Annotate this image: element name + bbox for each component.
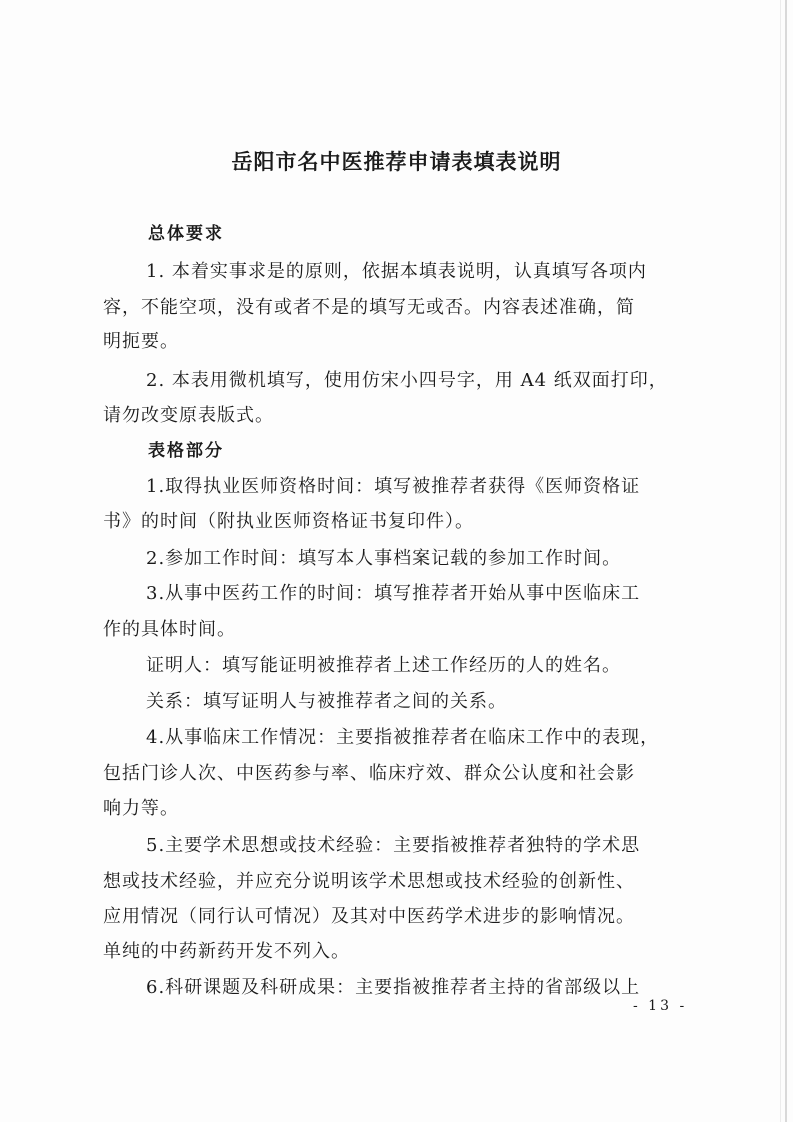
page-title: 岳阳市名中医推荐申请表填表说明 [231,149,562,174]
paragraph-line: 1. 本着实事求是的原则，依据本填表说明，认真填写各项内 [146,261,647,282]
paragraph-line: 作的具体时间。 [103,619,236,640]
paragraph-line: 1.取得执业医师资格时间：填写被推荐者获得《医师资格证 [146,476,641,497]
paragraph-line: 5.主要学术思想或技术经验：主要指被推荐者独特的学术思 [146,835,641,856]
paragraph-line: 包括门诊人次、中医药参与率、临床疗效、群众公认度和社会影 [103,763,635,784]
paragraph-line: 2.参加工作时间：填写本人事档案记载的参加工作时间。 [146,548,622,569]
paragraph-line: 书》的时间（附执业医师资格证书复印件）。 [103,511,474,532]
paragraph-line: 2. 本表用微机填写，使用仿宋小四号字，用 A4 纸双面打印， [146,370,668,391]
paragraph-line: 6.科研课题及科研成果：主要指被推荐者主持的省部级以上 [146,977,641,998]
section-heading-general: 总体要求 [148,224,224,244]
section-heading-form: 表格部分 [148,441,224,461]
paragraph-line: 应用情况（同行认可情况）及其对中医药学术进步的影响情况。 [103,906,635,927]
paragraph-line: 3.从事中医药工作的时间：填写推荐者开始从事中医临床工 [146,583,641,604]
paragraph-line: 明扼要。 [103,331,179,352]
paragraph-line: 单纯的中药新药开发不列入。 [103,941,350,962]
paragraph-line: 容，不能空项，没有或者不是的填写无或否。内容表述准确，简 [103,297,635,318]
paragraph-line: 关系：填写证明人与被推荐者之间的关系。 [146,691,507,712]
paragraph-line: 想或技术经验，并应充分说明该学术思想或技术经验的创新性、 [103,871,635,892]
paragraph-line: 4.从事临床工作情况：主要指被推荐者在临床工作中的表现， [146,727,660,748]
paragraph-line: 请勿改变原表版式。 [103,405,274,426]
paragraph-line: 响力等。 [103,798,179,819]
paragraph-line: 证明人：填写能证明被推荐者上述工作经历的人的姓名。 [146,655,621,676]
page-number: - 13 - [633,998,688,1014]
